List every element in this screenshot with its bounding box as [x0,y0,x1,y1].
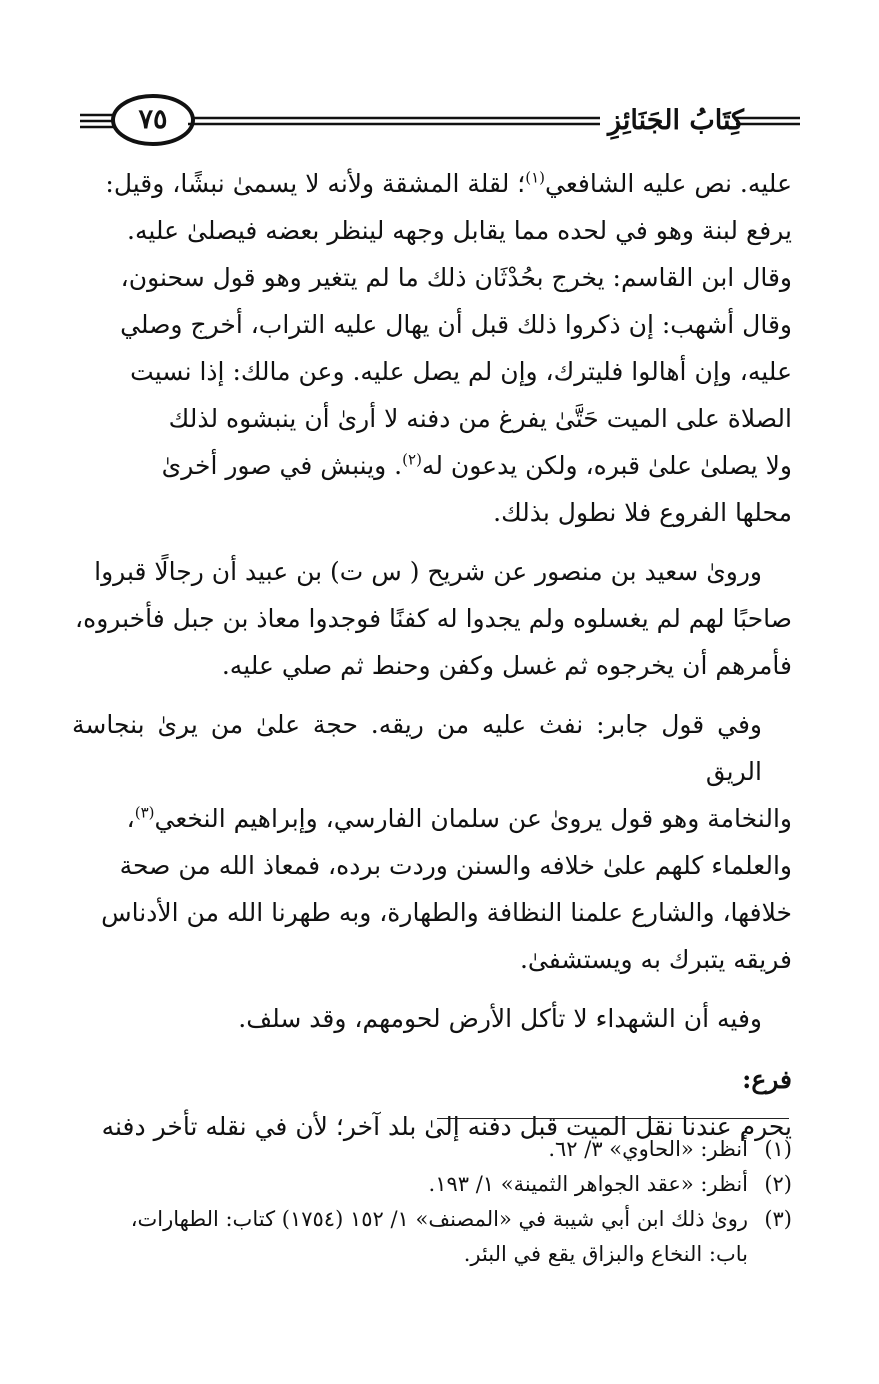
footnote-ref-3: (٣) [134,803,155,822]
paragraph-1 [72,160,792,536]
text-line: عليه. نص عليه الشافعي$^{(١)}$؛ لقلة المشقة ولأنه لا يسمىٰ نبشًا، وقيل: [105,168,792,198]
text-line: خلافها، والشارع علمنا النظافة والطهارة، وبه طهرنا الله من الأدناس [101,898,792,927]
footnote-text: أنظر: «عقد الجواهر الثمينة» ١/ ١٩٣. [428,1172,748,1196]
text-line: والنخامة وهو قول يرویٰ عن سلمان الفارسي، وإبراهيم النخعي$^{(٣)}$، [126,803,792,833]
footnote-2 [72,1167,792,1202]
footnote-number: (٣) [764,1207,792,1231]
footnote-3-continuation: باب: النخاع والبزاق يقع في البئر. [463,1242,748,1266]
text-line: محلها الفروع فلا نطول بذلك. [493,498,792,527]
footnote-ref-1: (١) [525,168,545,187]
text-line: وفيه أن الشهداء لا تأكل الأرض لحومهم، وقد سلف. [238,1004,762,1033]
text-line: فريقه يتبرك به ويستشفىٰ. [519,945,792,974]
paragraph-2 [72,548,792,689]
paragraph-4 [72,995,792,1042]
text-line: وفي قول جابر: نفث عليه من ريقه. حجة علىٰ من يرىٰ بنجاسة الريق [72,710,762,786]
footnote-text: رویٰ ذلك ابن أبي شيبة في «المصنف» ١/ ١٥٢ (١٧٥٤) كتاب: الطهارات، [130,1207,748,1231]
footnote-text: أنظر: «الحاوي» ٣/ ٦٢. [548,1137,748,1161]
paragraph-3 [72,701,792,983]
footnote-3 [72,1202,792,1237]
text-line: فأمرهم أن يخرجوه ثم غسل وكفن وحنط ثم صلي عليه. [221,651,792,680]
footnote-separator [437,1118,789,1119]
main-text [72,160,792,1150]
page-number: ٧٥ [138,104,168,135]
text-line: عليه، وإن أهالوا فليترك، وإن لم يصل عليه. وعن مالك: إذا نسيت [130,357,792,386]
text-line: يرفع لبنة وهو في لحده مما يقابل وجهه لينظر بعضه فيصلىٰ عليه. [127,216,792,245]
footnote-number: (١) [764,1137,792,1161]
footnotes [72,1132,792,1272]
footnote-ref-2: (٢) [402,450,422,469]
text-line: والعلماء كلهم علىٰ خلافه والسنن وردت برده، فمعاذ الله من صحة [119,851,792,880]
text-line: يحرم عندنا نقل الميت قبل دفنه إلىٰ بلد آخر؛ لأن في نقله تأخر دفنه [101,1112,792,1141]
text-line: وقال أشهب: إن ذكروا ذلك قبل أن يهال عليه التراب، أخرج وصلي [120,310,792,339]
footnote-number: (٢) [764,1172,792,1196]
text-line: الصلاة على الميت حَتَّىٰ يفرغ من دفنه لا أرىٰ أن ينبشوه لذلك [168,404,792,433]
page-header [60,88,806,160]
running-title: كِتَابُ الجَنَائِزِ [608,105,744,136]
subheading: فرع: [742,1065,792,1094]
footnote-1 [72,1132,792,1167]
text-line: ورویٰ سعيد بن منصور عن شريح ( س ت) بن عبيد أن رجالًا قبروا [94,557,762,586]
text-line: وقال ابن القاسم: يخرج بحُدْثَان ذلك ما لم يتغير وهو قول سحنون، [120,263,792,292]
text-line: صاحبًا لهم لم يغسلوه ولم يجدوا له كفنًا فوجدوا معاذ بن جبل فأخبروه، [75,604,792,633]
text-line: ولا يصلىٰ علىٰ قبره، ولكن يدعون له$^{(٢)}$. وينبش في صور أخرىٰ [161,450,792,480]
